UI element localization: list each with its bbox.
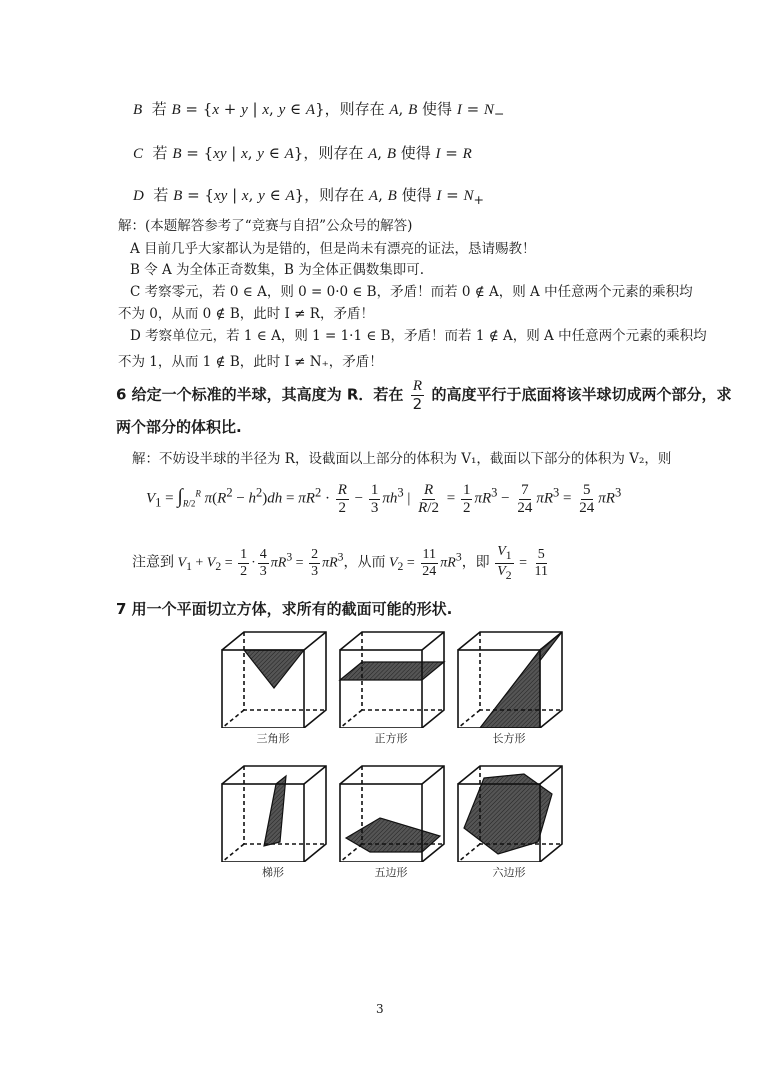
caption-square: 正方形 bbox=[374, 732, 408, 745]
cube-square-section bbox=[336, 628, 446, 728]
figure-trapezoid bbox=[218, 762, 328, 880]
solution-a: A 目前几乎大家都认为是错的，但是尚未有漂亮的证法，恳请赐教！ bbox=[130, 241, 536, 257]
solution-b: B 令 A 为全体正奇数集，B 为全体正偶数集即可. bbox=[130, 262, 425, 278]
formula-v1: $V_1 = \int_{R/2}^R$ $\pi(R^2 - h^2)dh = \pi R^2$ · $\frac{R}{2}$ − $\frac{1}{3}$ $\pi h^3$ | $\frac{R}{R/2}$ = $\frac{1}{2}$ $\pi R^3$ − $\frac{7}{24}$ $\pi R^3$ = $\frac{5}{24}$ $\pi R^3$ bbox=[146, 482, 622, 516]
figure-square bbox=[336, 628, 446, 746]
solution-c-line2: 不为 0，从而 0 ∉ B，此时 I ≠ R，矛盾！ bbox=[118, 306, 374, 322]
question-7: 7 用一个平面切立方体，求所有的截面可能的形状. bbox=[116, 600, 453, 618]
page-number: 3 bbox=[376, 1002, 384, 1016]
figure-rectangle bbox=[454, 628, 564, 746]
solution-6-intro: 解：不妨设半球的半径为 R，设截面以上部分的体积为 V₁，截面以下部分的体积为 V₂，则 bbox=[132, 451, 672, 467]
cube-pentagon-section bbox=[336, 762, 446, 862]
caption-rectangle: 长方形 bbox=[492, 732, 526, 745]
figure-pentagon bbox=[336, 762, 446, 880]
solution-d-line1: D 考察单位元，若 1 ∈ A，则 1 = 1·1 ∈ B，矛盾！而若 1 ∉ A，则 A 中任意两个元素的乘积均 bbox=[130, 328, 707, 344]
formula-v2: 注意到 $V_1 + V_2$ = $\frac{1}{2}$ · $\frac{4}{3}$ $\pi R^3$ = $\frac{2}{3}$ $\pi R^3$，从而 $V_2$ = $\frac{11}{24}$ $\pi R^3$，即 $\frac{V_1}{V_2}$ = $\frac{5}{11}$ bbox=[132, 544, 548, 582]
figure-triangle bbox=[218, 628, 328, 746]
caption-trapezoid: 梯形 bbox=[262, 866, 284, 879]
cube-section-figures bbox=[218, 628, 564, 880]
option-d: D 若 B = {xy | x, y ∈ A}，则存在 A, B 使得 $I = N_+$ bbox=[133, 186, 484, 207]
cube-trapezoid-section bbox=[218, 762, 328, 862]
solution-intro: 解：(本题解答参考了“竞赛与自招”公众号的解答) bbox=[118, 218, 413, 234]
option-c: C 若 B = {xy | x, y ∈ A}，则存在 A, B 使得 I = R bbox=[133, 144, 472, 162]
cube-hexagon-section bbox=[454, 762, 564, 862]
question-6-line2: 两个部分的体积比. bbox=[116, 418, 242, 436]
caption-triangle: 三角形 bbox=[256, 732, 290, 745]
cube-triangle-section bbox=[218, 628, 328, 728]
caption-hexagon: 六边形 bbox=[492, 866, 526, 879]
figure-hexagon bbox=[454, 762, 564, 880]
option-b: B 若 B = {x + y | x, y ∈ A}，则存在 A, B 使得 $I = N_-$ bbox=[133, 100, 505, 121]
cube-rectangle-section bbox=[454, 628, 564, 728]
caption-pentagon: 五边形 bbox=[374, 866, 408, 879]
solution-c-line1: C 考察零元，若 0 ∈ A，则 0 = 0·0 ∈ B，矛盾！而若 0 ∉ A，则 A 中任意两个元素的乘积均 bbox=[130, 284, 693, 300]
question-6-line1: 6 给定一个标准的半球，其高度为 R．若在 $\frac{R}{2}$ 的高度平行于底面将该半球切成两个部分，求 bbox=[116, 378, 732, 413]
solution-d-line2: 不为 1，从而 1 ∉ B，此时 I ≠ N₊，矛盾！ bbox=[118, 354, 383, 370]
